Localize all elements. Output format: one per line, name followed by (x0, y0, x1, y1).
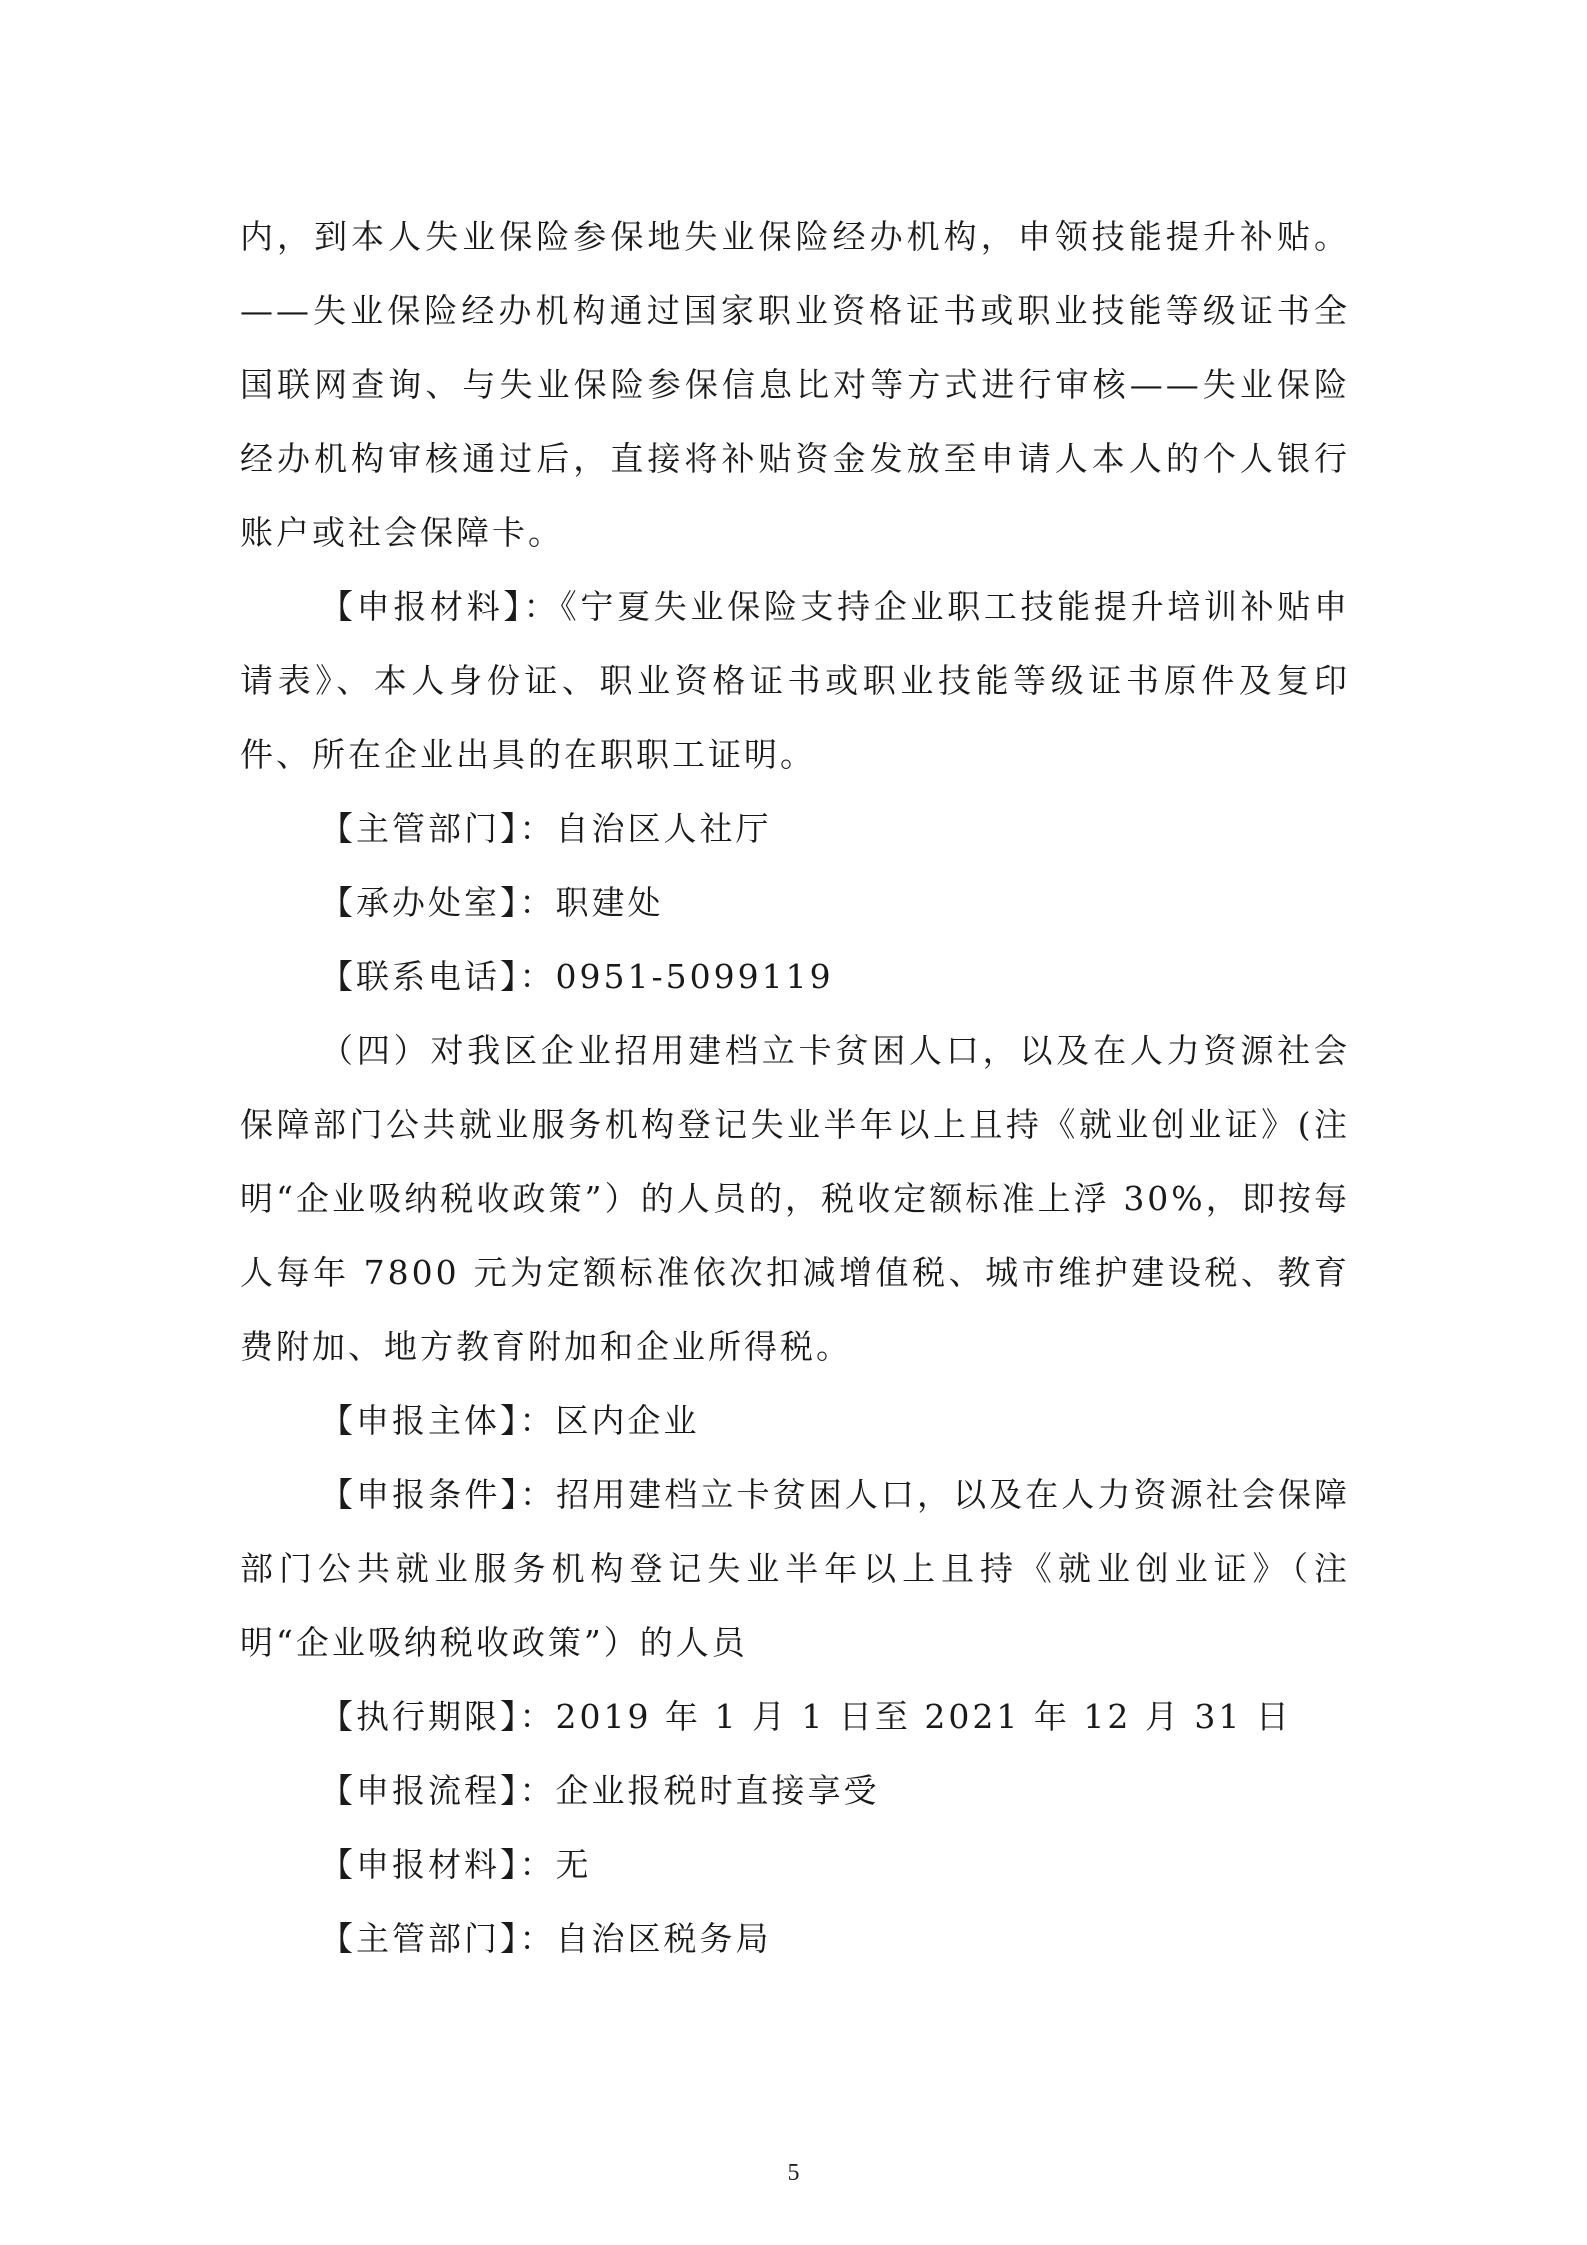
field-competent-department (240, 792, 1350, 866)
field-application-materials (240, 570, 1350, 792)
field-label: 【申报流程】： (320, 1771, 556, 1810)
field-application-process (240, 1754, 1350, 1828)
field-label: 【联系电话】： (320, 957, 556, 996)
field-label: 【承办处室】： (320, 883, 556, 922)
page-number: 5 (787, 2160, 800, 2186)
field-label: 【执行期限】： (320, 1697, 556, 1736)
document-body (240, 200, 1350, 1976)
field-value: 自治区税务局 (555, 1919, 772, 1958)
field-value: 企业报税时直接享受 (555, 1771, 880, 1810)
field-label: 【申报材料】： (320, 1845, 556, 1884)
field-value: 招用建档立卡贫困人口，以及在人力资源社会保障部门公共就业服务机构登记失业半年以上且持《就业创业证》（注明“企业吸纳税收政策”）的人员 (240, 1475, 1351, 1662)
field-execution-period (240, 1680, 1350, 1754)
field-application-conditions (240, 1458, 1350, 1680)
field-label: 【申报材料】： (320, 587, 561, 626)
field-value: 无 (555, 1845, 592, 1884)
field-value: 自治区人社厅 (555, 809, 772, 848)
field-competent-department-2 (240, 1902, 1350, 1976)
field-label: 【申报条件】： (320, 1475, 557, 1514)
field-handling-office (240, 866, 1350, 940)
field-label: 【主管部门】： (320, 809, 556, 848)
field-value: 区内企业 (555, 1401, 700, 1440)
field-contact-phone (240, 940, 1350, 1014)
field-value: 职建处 (555, 883, 664, 922)
field-label: 【主管部门】： (320, 1919, 556, 1958)
intro-paragraph: 内，到本人失业保险参保地失业保险经办机构，申领技能提升补贴。——失业保险经办机构通过国家职业资格证书或职业技能等级证书全国联网查询、与失业保险参保信息比对等方式进行审核——失业保险经办机构审核通过后，直接将补贴资金发放至申请人本人的个人银行账户或社会保障卡。 (240, 217, 1350, 552)
field-value: 《宁夏失业保险支持企业职工技能提升培训补贴申请表》、本人身份证、职业资格证书或职业技能等级证书原件及复印件、所在企业出具的在职职工证明。 (240, 587, 1351, 774)
field-label: 【申报主体】： (320, 1401, 556, 1440)
field-value: 0951-5099119 (555, 957, 834, 996)
field-application-materials-2 (240, 1828, 1350, 1902)
field-applicant (240, 1384, 1350, 1458)
field-value: 2019 年 1 月 1 日至 2021 年 12 月 31 日 (555, 1697, 1292, 1736)
section-4-paragraph: （四）对我区企业招用建档立卡贫困人口，以及在人力资源社会保障部门公共就业服务机构登记失业半年以上且持《就业创业证》(注明“企业吸纳税收政策”）的人员的，税收定额标准上浮 30%，即按每人每年 7800 元为定额标准依次扣减增值税、城市维护建设税、教育费附加、地方教育附加和企业所得税。 (240, 1031, 1350, 1366)
